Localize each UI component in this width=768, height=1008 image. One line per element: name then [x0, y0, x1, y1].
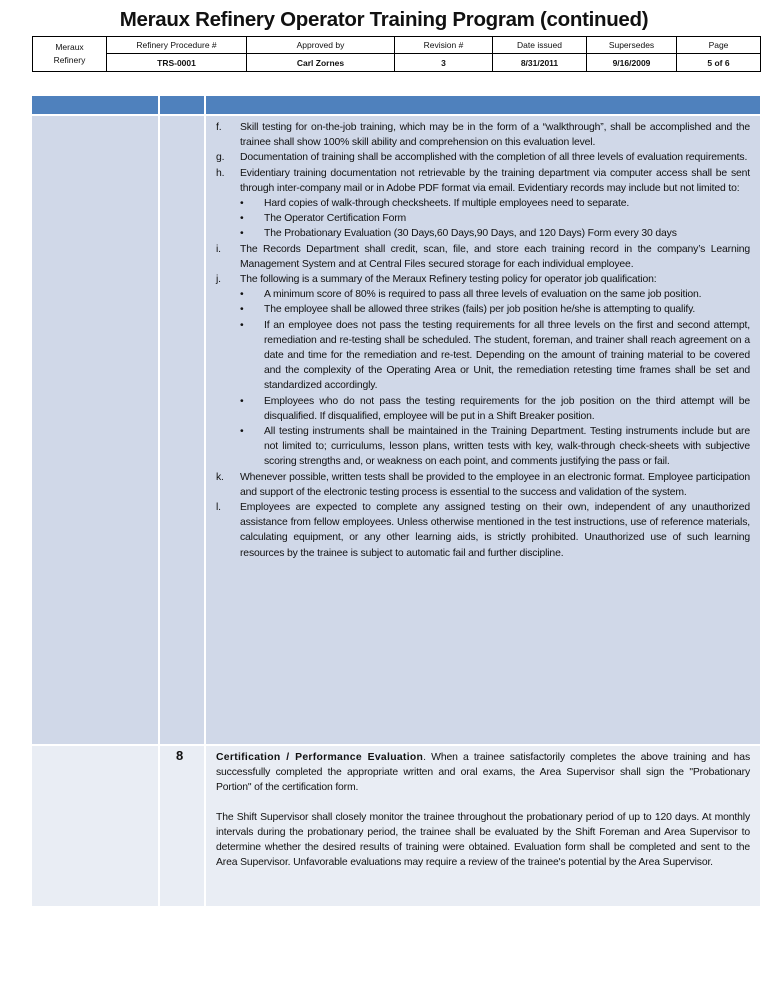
bullet-text: The Operator Certification Form	[264, 213, 407, 225]
item-marker: f.	[216, 122, 222, 133]
table-header-cell	[32, 96, 158, 114]
bullet-text: If an employee does not pass the testing requirements for all three levels on the first and second attempt, remediation and re-testing shall be scheduled. The student, foreman, and trainer shall reach agreement on a date and time for the remediation and re-test. Depending on the amount of training material to be covered and the complexity of the Operating Area or Unit, the remediation retesting time frames shall be set and standardized accordingly.	[264, 319, 750, 392]
bullet-item	[216, 318, 750, 394]
page-number: 5 of 6	[677, 54, 761, 72]
org-name-cell	[33, 37, 107, 72]
item-marker: l.	[216, 502, 221, 514]
bullet-item	[216, 196, 750, 211]
bullet-item	[216, 394, 750, 424]
list-item	[216, 272, 750, 287]
bullet-icon: •	[240, 319, 244, 331]
bullet-icon: •	[240, 304, 244, 316]
supersedes-date: 9/16/2009	[587, 54, 677, 72]
table-header-cell	[160, 96, 204, 114]
item-marker: j.	[216, 274, 221, 286]
item-text: Evidentiary training documentation not retrievable by the training department via computer access shall be sent through inter-company mail or in Adobe PDF format via email. Evidentiary records may include but not limited to:	[240, 167, 750, 194]
item-marker: i.	[216, 243, 221, 255]
bullet-icon: •	[240, 198, 244, 210]
item-marker: k.	[216, 471, 224, 483]
bullet-icon: •	[240, 289, 244, 301]
section-text: . When a trainee satisfactorily completes the above training and has successfully completed the appropriate written and oral exams, the Area Supervisor shall sign the "Probationary Portion" of the certification form.	[216, 752, 750, 794]
approved-by: Carl Zornes	[247, 54, 395, 72]
header-label: Supersedes	[587, 37, 677, 54]
list-item	[216, 470, 750, 500]
bullet-icon: •	[240, 395, 244, 407]
list-item	[216, 120, 750, 150]
section-heading: Certification / Performance Evaluation	[216, 752, 424, 763]
item-marker: g.	[216, 152, 225, 164]
bullet-text: Hard copies of walk-through checksheets. If multiple employees need to separate.	[264, 198, 630, 210]
org-name-line1: Meraux	[55, 42, 84, 52]
revision-number: 3	[395, 54, 493, 72]
list-item	[216, 242, 750, 272]
bullet-text: A minimum score of 80% is required to pass all three levels of evaluation on the same job position.	[264, 289, 702, 301]
section-paragraph: The Shift Supervisor shall closely monitor the trainee throughout the probationary period of up to 120 days. At monthly intervals during the probationary period, the trainee shall be evaluated by the Shift Foreman and Area Supervisor to determine whether the desired results of training were obtained. Evaluation form shall be completed and sent to the Area Supervisor. Unfavorable evaluations may require a review of the trainee's potential by the Area Supervisor.	[216, 811, 750, 869]
bullet-item	[216, 287, 750, 302]
org-name-line2: Refinery	[53, 55, 86, 65]
bullet-item	[216, 211, 750, 226]
item-text: Skill testing for on-the-job training, which may be in the form of a “walkthrough”, shall be accomplished and the trainee shall show 100% skill ability and comprehension on this evaluation level.	[240, 122, 750, 149]
procedure-number: TRS-0001	[107, 54, 247, 72]
table-cell	[160, 746, 204, 906]
bullet-text: The employee shall be allowed three strikes (fails) per job position he/she is attempting to qualify.	[264, 304, 696, 316]
section-8-body	[216, 750, 750, 870]
document-title: Meraux Refinery Operator Training Program (continued)	[119, 8, 649, 31]
date-issued: 8/31/2011	[493, 54, 587, 72]
header-label: Refinery Procedure #	[107, 37, 247, 54]
bullet-item	[216, 226, 750, 241]
list-item	[216, 500, 750, 561]
section-number: 8	[176, 748, 184, 763]
bullet-text: Employees who do not pass the testing requirements for the job position on the third attempt will be disqualified. If disqualified, employee will be put in a Shift Breaker position.	[264, 395, 750, 422]
table-header-cell	[206, 96, 760, 114]
item-text: Employees are expected to complete any assigned testing on their own, independent of any unauthorized assistance from fellow employees. Unless otherwise mentioned in the test instructions, use of reference materials, calculating equipment, or any other learning aids, is strictly prohibited. Unauthorized use of such learning resources by the trainee is subject to automatic fail and further discipline.	[240, 502, 750, 559]
item-text: The Records Department shall credit, scan, file, and store each training record in the company’s Learning Management System and at Central Files secured storage for each individual employee.	[240, 243, 750, 270]
item-text: The following is a summary of the Meraux Refinery testing policy for operator job qualification:	[240, 274, 657, 286]
bullet-icon: •	[240, 426, 244, 438]
bullet-text: The Probationary Evaluation (30 Days,60 Days,90 Days, and 120 Days) Form every 30 days	[264, 228, 677, 240]
bullet-item	[216, 302, 750, 317]
header-label: Date issued	[493, 37, 587, 54]
header-label: Revision #	[395, 37, 493, 54]
item-marker: h.	[216, 167, 225, 179]
bullet-icon: •	[240, 213, 244, 225]
section-paragraph	[216, 750, 750, 796]
header-label: Approved by	[247, 37, 395, 54]
document-header-table	[32, 36, 761, 72]
header-label: Page	[677, 37, 761, 54]
table-cell	[160, 116, 204, 744]
table-cell	[32, 116, 158, 744]
table-cell	[32, 746, 158, 906]
bullet-text: All testing instruments shall be maintained in the Training Department. Testing instruments include but are not limited to; curriculums, lesson plans, written tests with key, walk-through check-sheets with subjective scoring strengths and, or weakness on each point, and comments justifying the pass or fail.	[264, 426, 750, 468]
bullet-item	[216, 424, 750, 470]
bullet-icon: •	[240, 228, 244, 240]
item-text: Whenever possible, written tests shall be provided to the employee in an electronic format. Employee participation and support of the electronic testing process is essential to the success and validation of the system.	[240, 471, 750, 498]
item-text: Documentation of training shall be accomplished with the completion of all three levels of evaluation requirements.	[240, 152, 748, 164]
procedure-list	[216, 120, 750, 561]
list-item	[216, 166, 750, 196]
list-item	[216, 150, 750, 165]
